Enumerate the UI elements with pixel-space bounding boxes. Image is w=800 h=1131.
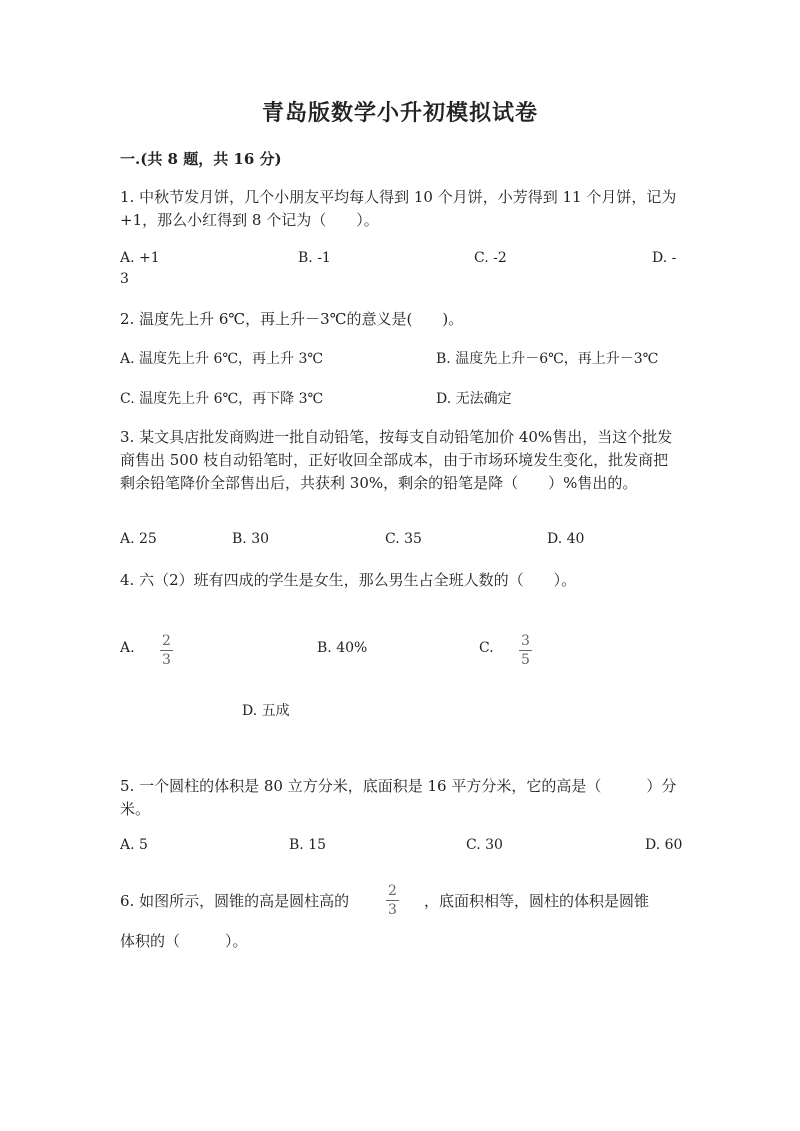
question-2-text: 2. 温度先上升 6℃，再上升－3℃的意义是( )。 [120,310,464,328]
fraction-bar [519,650,532,651]
question-5-option-d: D. 60 [645,837,683,853]
question-3-option-b: B. 30 [232,531,270,547]
question-6-text-line2: 体积的（ ）。 [120,932,248,950]
fraction-numerator: 3 [521,633,530,649]
question-1-option-d-wrap: 3 [120,271,129,287]
question-1-option-c: C. -2 [474,250,507,266]
question-1-text: 1. 中秋节发月饼，几个小朋友平均每人得到 10 个月饼，小芳得到 11 个月饼，记为+1，那么小红得到 8 个记为（ ）。 [120,188,677,229]
fraction-numerator: 2 [388,883,397,899]
fraction-denominator: 5 [521,652,530,668]
fraction-denominator: 3 [162,652,171,668]
question-4-text: 4. 六（2）班有四成的学生是女生，那么男生占全班人数的（ ）。 [120,571,577,589]
question-6-text-start: 6. 如图所示，圆锥的高是圆柱高的 [120,892,350,910]
fraction-denominator: 3 [388,902,397,918]
page-title: 青岛版数学小升初模拟试卷 [261,100,538,126]
question-3-option-c: C. 35 [385,531,422,547]
question-4-option-a: A. [120,640,135,656]
question-4-option-d: D. 五成 [242,703,290,719]
question-4-option-c: C. [479,640,494,656]
question-4-option-c-fraction [519,633,532,668]
question-5-option-b: B. 15 [289,837,327,853]
question-4-option-b: B. 40% [317,640,368,656]
question-3-text: 3. 某文具店批发商购进一批自动铅笔，按每支自动铅笔加价 40%售出，当这个批发商售出 500 枝自动铅笔时，正好收回全部成本，由于市场环境发生变化，批发商把剩余铅笔降价全部售出后，共获利 30%，剩余的铅笔是降（ ）%售出的。 [120,428,673,492]
question-5-option-c: C. 30 [466,837,503,853]
question-2-option-c: C. 温度先上升 6℃，再下降 3℃ [120,391,324,407]
question-2-option-b: B. 温度先上升－6℃，再上升－3℃ [436,351,659,367]
question-5-text: 5. 一个圆柱的体积是 80 立方分米，底面积是 16 平方分米，它的高是（ ）分米。 [120,777,677,818]
fraction-bar [386,900,399,901]
question-1-option-a: A. +1 [120,250,160,266]
fraction-numerator: 2 [162,633,171,649]
question-1-option-b: B. -1 [298,250,331,266]
question-5-option-a: A. 5 [120,837,148,853]
question-3-option-a: A. 25 [120,531,157,547]
question-3-option-d: D. 40 [547,531,585,547]
question-2-option-d: D. 无法确定 [436,391,512,407]
question-2-option-a: A. 温度先上升 6℃，再上升 3℃ [120,351,324,367]
section-heading: 一.(共 8 题，共 16 分) [120,150,282,168]
fraction-bar [160,650,173,651]
question-1-option-d: D. - [652,250,677,266]
question-6-fraction [386,883,399,918]
question-4-option-a-fraction [160,633,173,668]
question-6-text-end: ，底面积相等，圆柱的体积是圆锥 [424,892,650,910]
